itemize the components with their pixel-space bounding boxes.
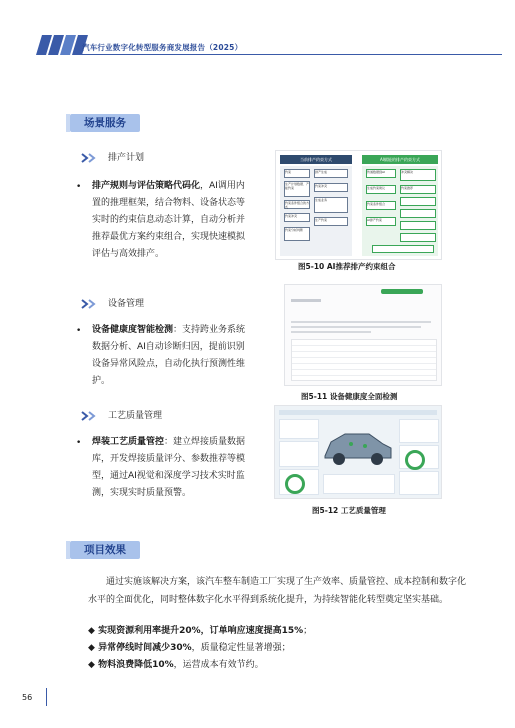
- fig2-text-line: [291, 321, 431, 323]
- fig3-bottom-panel: [323, 474, 395, 494]
- fig2-text-line: [291, 331, 371, 333]
- double-chevron-icon: [80, 299, 102, 309]
- fig1-box: 生成约束建议: [366, 185, 396, 194]
- section-tag-effects: 项目效果: [70, 541, 140, 559]
- figure-ai-scheduling: [275, 150, 442, 260]
- subhead-scheduling: [80, 150, 144, 163]
- caption-fig-5-11: 图5-11 设备健康度全面检测: [301, 392, 398, 401]
- fig1-box: 约束分析判断: [284, 227, 310, 241]
- fig1-box: 生产计划数据、产能约束: [284, 181, 310, 197]
- caption-fig-5-12: 图5-12 工艺质量管理: [312, 506, 386, 515]
- fig3-donut-chart: [405, 450, 425, 470]
- fig2-table: [291, 339, 437, 381]
- fig1-box: 约束条件组合的方式: [285, 201, 310, 209]
- effects-item-2-bold: 异常停线时间减少30%: [98, 643, 192, 653]
- header-stripes-decoration: [0, 35, 90, 55]
- paragraph-process-quality-bold: 焊装工艺质量管控: [92, 437, 165, 447]
- fig1-box-blank: [400, 197, 436, 206]
- bullet-dot: •: [76, 182, 82, 192]
- subhead-equipment-label: 设备管理: [108, 299, 145, 309]
- car-body-icon: [321, 424, 395, 470]
- effects-item-2: ◆ 异常停线时间减少30%，质量稳定性显著增强；: [88, 643, 291, 653]
- page-number-bar: [46, 688, 47, 706]
- paragraph-equipment-text: ：支持跨业务系统数据分析、AI自动诊断归因，提前识别设备异常风险点，自动化执行预测性维护。: [92, 325, 246, 386]
- fig3-panel: [279, 441, 319, 467]
- fig2-text-line: [291, 326, 421, 328]
- fig2-green-pill: [381, 289, 423, 294]
- fig3-donut-chart: [285, 474, 305, 494]
- subhead-equipment: [80, 296, 144, 309]
- paragraph-equipment-bold: 设备健康度智能检测: [92, 325, 174, 335]
- bullet-dot: •: [76, 326, 82, 336]
- effects-item-3-bold: 物料浪费降低10%: [98, 660, 174, 670]
- paragraph-scheduling: [92, 178, 252, 263]
- caption-fig-5-10: 图5-10 AI推荐排产约束组合: [298, 262, 396, 271]
- figure-process-quality: [274, 405, 442, 499]
- paragraph-scheduling-bold: 排产规则与评估策略代码化: [92, 181, 201, 191]
- subhead-process-quality: [80, 408, 162, 421]
- fig1-box: 约束冲突: [314, 183, 348, 192]
- fig1-box-blank: [400, 221, 436, 230]
- fig3-panel: [399, 419, 439, 443]
- subhead-process-quality-label: 工艺质量管理: [108, 411, 163, 421]
- effects-item-3: ◆ 物料浪费降低10%，运营成本有效节约。: [88, 660, 264, 670]
- header-rule: [82, 54, 502, 55]
- fig1-box: 传递数据到AI: [366, 169, 396, 178]
- subhead-scheduling-label: 排产计划: [108, 153, 145, 163]
- bullet-dot: •: [76, 438, 82, 448]
- fig1-box-blank: [400, 233, 436, 242]
- fig1-box-blank: [372, 245, 434, 253]
- double-chevron-icon: [80, 153, 102, 163]
- fig1-box: 冲突解决: [400, 169, 436, 181]
- paragraph-process-quality: [92, 434, 252, 502]
- fig1-box: 约束: [284, 169, 310, 178]
- paragraph-scheduling-text: ，AI调用内置的推理框架，结合物料、设备状态等实时的约束信息动态计算，自动分析并推荐最优方案约束组合，实现快速模拟评估与高效排产。: [92, 181, 246, 259]
- fig1-box: 排产生成: [314, 169, 348, 178]
- effects-item-1-bold: 实现资源利用率提升20%，订单响应速度提高15%: [98, 626, 304, 636]
- fig3-panel: [399, 471, 439, 495]
- effects-item-1-tail: ；: [303, 626, 313, 636]
- fig1-box: 生成业务: [314, 197, 348, 213]
- header-title: 汽车行业数字化转型服务商发展报告（2025）: [82, 43, 243, 52]
- section-tag-scenario: 场景服务: [70, 114, 140, 132]
- fig2-title-line: [291, 299, 321, 302]
- fig1-right-header: AI赋能的排产约束方式: [362, 155, 438, 164]
- fig3-panel: [279, 419, 319, 439]
- effects-item-3-tail: ，运营成本有效节约。: [173, 660, 264, 670]
- fig1-box: 约束冲突: [284, 213, 310, 222]
- fig3-topbar: [279, 410, 437, 415]
- fig1-left-header: 当前排产约束方式: [280, 155, 352, 164]
- double-chevron-icon: [80, 411, 102, 421]
- fig1-box: 约束推荐: [400, 185, 436, 194]
- effects-item-2-tail: ，质量稳定性显著增强；: [191, 643, 291, 653]
- fig1-box: 生产约束: [314, 217, 348, 226]
- effects-summary: 通过实施该解决方案，该汽车整车制造工厂实现了生产效率、质量管控、成本控制和数字化水平的全面优化，同时整体数字化水平得到系统化提升，为持续智能化转型奠定坚实基础。: [88, 577, 467, 605]
- paragraph-equipment: [92, 322, 252, 390]
- fig1-box: 约束条件组合: [366, 201, 396, 210]
- paragraph-process-quality-text: ：建立焊接质量数据库，开发焊接质量评分、参数推荐等模型，通过AI视觉和深度学习技术实时监测，实现实时质量预警。: [92, 437, 246, 498]
- effects-item-1: ◆ 实现资源利用率提升20%，订单响应速度提高15%；: [88, 626, 313, 636]
- fig1-box: AI排产约束: [366, 217, 396, 226]
- page-number: 56: [22, 693, 33, 702]
- figure-equipment-health: [284, 284, 442, 386]
- fig1-box-blank: [400, 209, 436, 218]
